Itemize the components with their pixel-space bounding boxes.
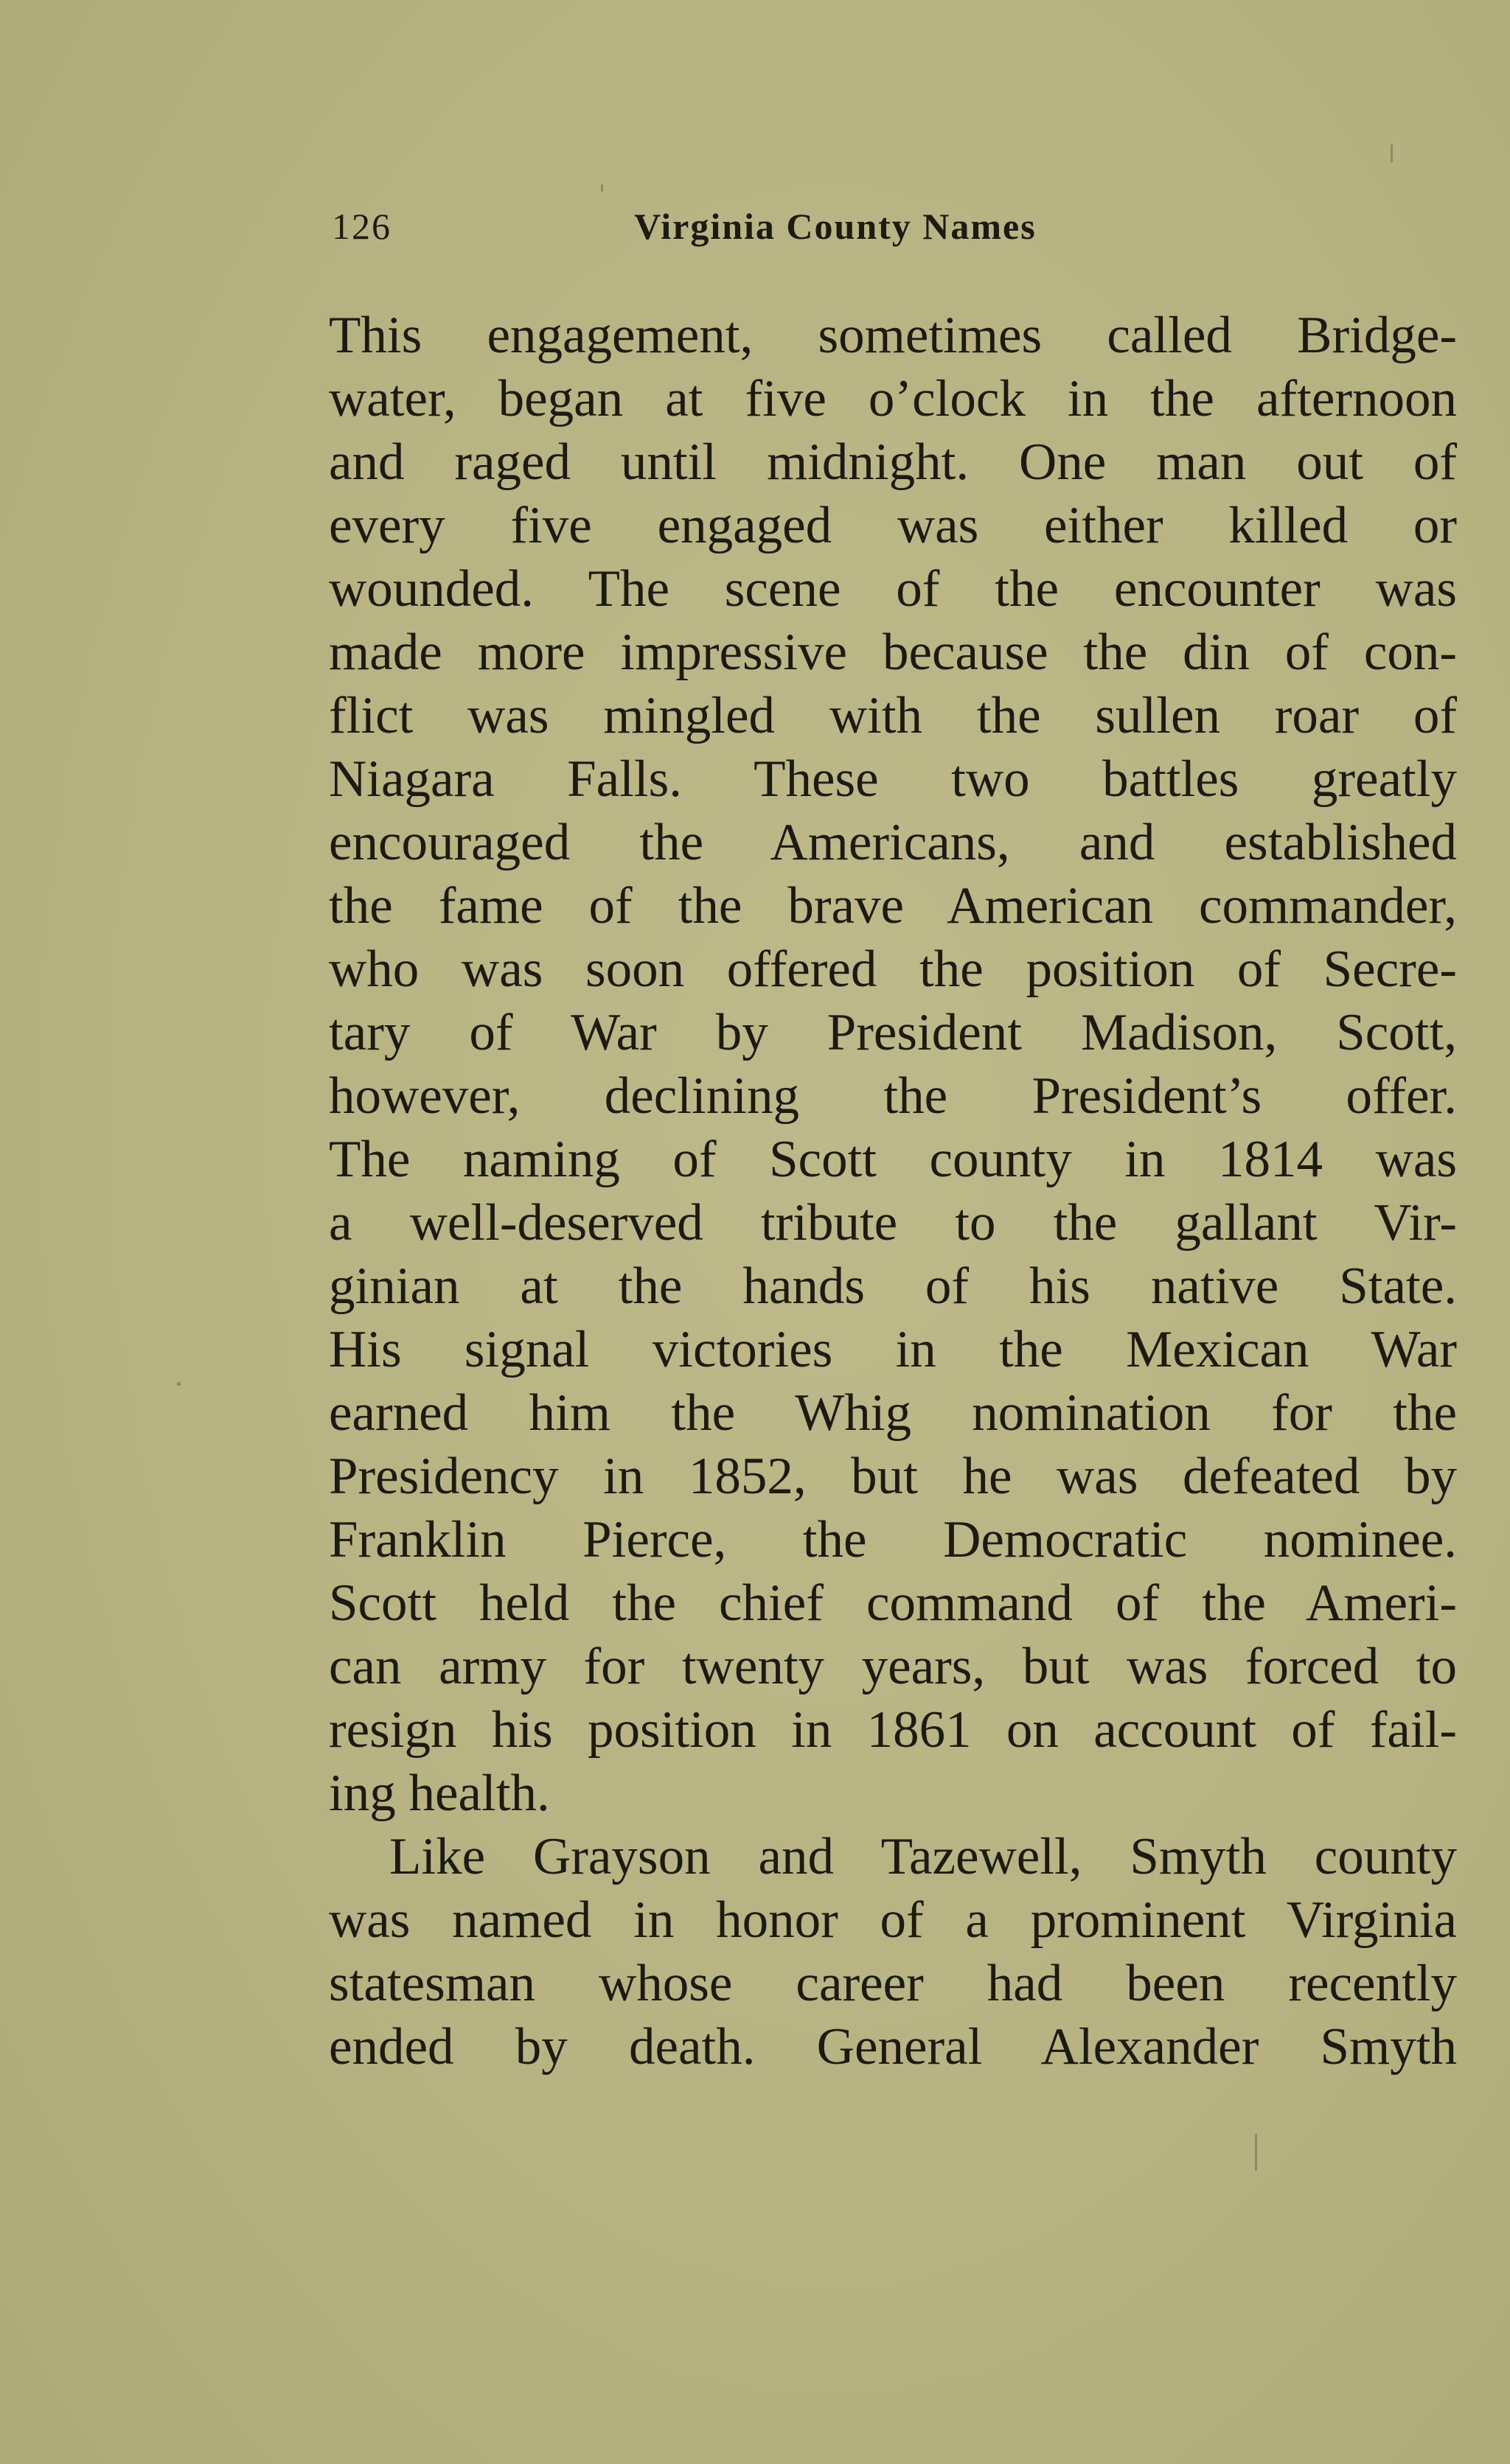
text-line: ended by death. General Alexander Smyth xyxy=(329,2018,1457,2076)
text-line: Like Grayson and Tazewell, Smyth county xyxy=(389,1828,1457,1885)
paper-speck xyxy=(1391,144,1393,162)
text-line: This engagement, sometimes called Bridge- xyxy=(329,307,1457,364)
text-line: and raged until midnight. One man out of xyxy=(329,433,1457,491)
text-line: ing health. xyxy=(329,1765,550,1822)
text-line: water, began at five o’clock in the afternoon xyxy=(329,370,1457,427)
text-line: earned him the Whig nomination for the xyxy=(329,1384,1457,1442)
text-line: made more impressive because the din of con- xyxy=(329,624,1457,681)
text-line: every five engaged was either killed or xyxy=(329,497,1457,554)
text-line: The naming of Scott county in 1814 was xyxy=(329,1131,1457,1188)
text-line: can army for twenty years, but was forced to xyxy=(329,1638,1457,1695)
text-line: a well-deserved tribute to the gallant Vir- xyxy=(329,1194,1457,1252)
text-line: ginian at the hands of his native State. xyxy=(329,1257,1457,1315)
text-line: His signal victories in the Mexican War xyxy=(329,1321,1457,1378)
paper-speck xyxy=(177,1382,181,1386)
text-line: wounded. The scene of the encounter was xyxy=(329,560,1457,618)
page-number: 126 xyxy=(332,206,392,247)
text-line: flict was mingled with the sullen roar of xyxy=(329,687,1457,744)
text-line: however, declining the President’s offer. xyxy=(329,1067,1457,1125)
text-line: Scott held the chief command of the Ameri- xyxy=(329,1574,1457,1632)
text-line: was named in honor of a prominent Virginia xyxy=(329,1891,1457,1949)
text-line: the fame of the brave American commander, xyxy=(329,877,1457,935)
text-line: encouraged the Americans, and established xyxy=(329,814,1457,871)
text-line: Franklin Pierce, the Democratic nominee. xyxy=(329,1511,1457,1568)
text-line: Niagara Falls. These two battles greatly xyxy=(329,750,1457,808)
body-text xyxy=(329,304,1457,2079)
text-line: who was soon offered the position of Secre- xyxy=(329,940,1457,998)
paper-speck xyxy=(1255,2134,1257,2171)
text-line: Presidency in 1852, but he was defeated by xyxy=(329,1448,1457,1505)
paper-speck xyxy=(601,184,603,192)
text-line: resign his position in 1861 on account of fail- xyxy=(329,1701,1457,1759)
page-header xyxy=(332,200,1452,252)
running-head: Virginia County Names xyxy=(634,206,1037,247)
text-line: tary of War by President Madison, Scott, xyxy=(329,1004,1457,1061)
text-line: statesman whose career had been recently xyxy=(329,1955,1457,2012)
